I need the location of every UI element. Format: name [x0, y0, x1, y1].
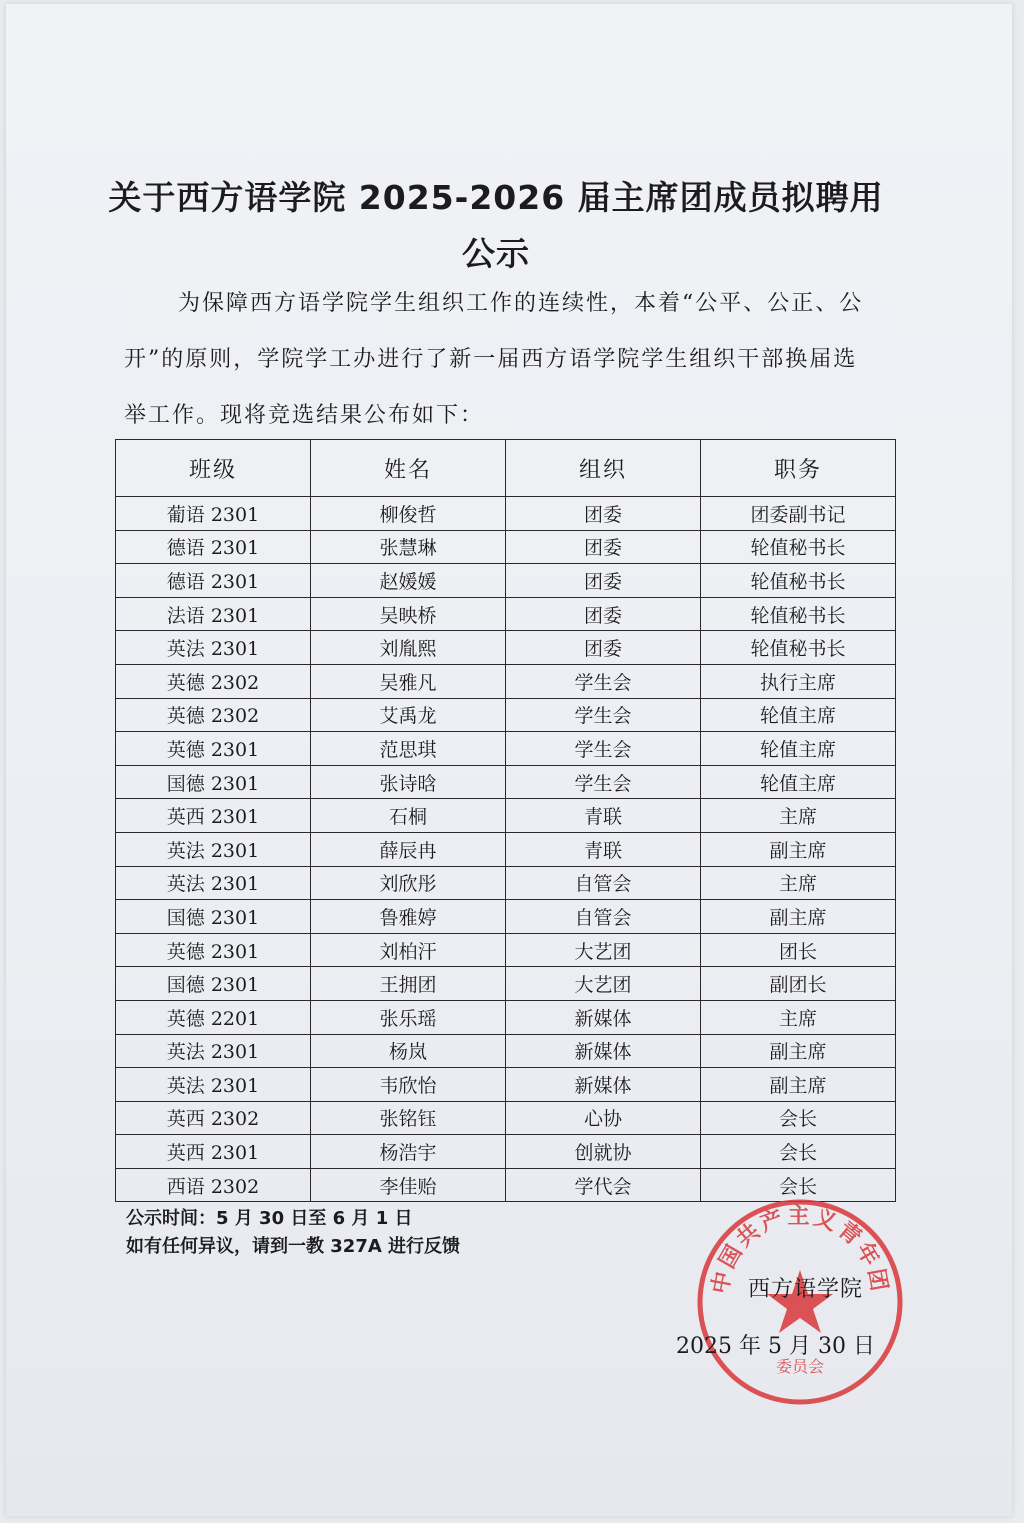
cell-organization: 自管会 — [506, 866, 701, 900]
table-body — [116, 497, 896, 1202]
cell-organization: 团委 — [506, 497, 701, 531]
cell-organization: 创就协 — [506, 1135, 701, 1169]
table-row — [116, 564, 896, 598]
cell-name: 艾禹龙 — [311, 698, 506, 732]
header-position: 职务 — [701, 440, 896, 497]
cell-name: 杨岚 — [311, 1034, 506, 1068]
cell-name: 韦欣怡 — [311, 1068, 506, 1102]
announcement-period: 公示时间：5 月 30 日至 6 月 1 日 — [126, 1208, 413, 1229]
cell-name: 刘胤熙 — [311, 631, 506, 665]
table-row — [116, 631, 896, 665]
cell-class: 英德 2301 — [116, 732, 311, 766]
cell-position: 轮值秘书长 — [701, 564, 896, 598]
cell-class: 英法 2301 — [116, 631, 311, 665]
cell-organization: 心协 — [506, 1101, 701, 1135]
table-row — [116, 832, 896, 866]
cell-name: 张诗晗 — [311, 765, 506, 799]
cell-class: 英法 2301 — [116, 1068, 311, 1102]
cell-name: 范思琪 — [311, 732, 506, 766]
cell-class: 英西 2302 — [116, 1101, 311, 1135]
svg-text:中国共产主义青年团: 中国共产主义青年团 — [708, 1204, 892, 1296]
signature-organization: 西方语学院 — [748, 1277, 864, 1302]
cell-organization: 青联 — [506, 832, 701, 866]
cell-position: 副主席 — [701, 1034, 896, 1068]
cell-organization: 青联 — [506, 799, 701, 833]
cell-organization: 学生会 — [506, 698, 701, 732]
title-line-2: 公示 — [462, 234, 530, 273]
cell-organization: 大艺团 — [506, 933, 701, 967]
cell-class: 国德 2301 — [116, 900, 311, 934]
cell-organization: 团委 — [506, 631, 701, 665]
cell-name: 柳俊哲 — [311, 497, 506, 531]
cell-name: 鲁雅婷 — [311, 900, 506, 934]
cell-organization: 团委 — [506, 530, 701, 564]
cell-position: 副主席 — [701, 900, 896, 934]
header-name: 姓名 — [311, 440, 506, 497]
document-sheet — [6, 4, 1012, 1516]
table-row — [116, 1034, 896, 1068]
cell-organization: 新媒体 — [506, 1034, 701, 1068]
cell-name: 赵媛媛 — [311, 564, 506, 598]
intro-paragraph: 为保障西方语学院学生组织工作的连续性，本着“公平、公正、公开”的原则，学院学工办进行了新一届西方语学院学生组织干部换届选举工作。现将竞选结果公布如下： — [124, 291, 864, 428]
cell-class: 西语 2302 — [116, 1168, 311, 1202]
cell-name: 李佳贻 — [311, 1168, 506, 1202]
cell-position: 主席 — [701, 866, 896, 900]
signature-date: 2025 年 5 月 30 日 — [676, 1334, 875, 1359]
cell-class: 英法 2301 — [116, 1034, 311, 1068]
cell-organization: 学生会 — [506, 765, 701, 799]
table-row — [116, 497, 896, 531]
cell-position: 团委副书记 — [701, 497, 896, 531]
cell-class: 德语 2301 — [116, 530, 311, 564]
cell-class: 英西 2301 — [116, 1135, 311, 1169]
table-row — [116, 1101, 896, 1135]
cell-class: 英德 2302 — [116, 698, 311, 732]
cell-class: 德语 2301 — [116, 564, 311, 598]
table-row — [116, 1135, 896, 1169]
header-class: 班级 — [116, 440, 311, 497]
table-row — [116, 967, 896, 1001]
cell-organization: 新媒体 — [506, 1068, 701, 1102]
cell-organization: 学生会 — [506, 732, 701, 766]
cell-class: 法语 2301 — [116, 597, 311, 631]
table-row — [116, 1068, 896, 1102]
cell-name: 薛辰冉 — [311, 832, 506, 866]
cell-position: 副主席 — [701, 832, 896, 866]
table-row — [116, 664, 896, 698]
cell-class: 国德 2301 — [116, 967, 311, 1001]
cell-name: 吴雅凡 — [311, 664, 506, 698]
table-row — [116, 530, 896, 564]
cell-position: 会长 — [701, 1135, 896, 1169]
cell-class: 英德 2301 — [116, 933, 311, 967]
cell-class: 英德 2201 — [116, 1000, 311, 1034]
table-row — [116, 732, 896, 766]
svg-text:委员会: 委员会 — [775, 1357, 825, 1376]
cell-organization: 大艺团 — [506, 967, 701, 1001]
table-header-row — [116, 440, 896, 497]
cell-name: 王拥团 — [311, 967, 506, 1001]
table-row — [116, 597, 896, 631]
header-organization: 组织 — [506, 440, 701, 497]
cell-name: 张乐瑶 — [311, 1000, 506, 1034]
cell-position: 轮值主席 — [701, 698, 896, 732]
cell-position: 轮值主席 — [701, 732, 896, 766]
cell-class: 葡语 2301 — [116, 497, 311, 531]
cell-position: 会长 — [701, 1168, 896, 1202]
cell-position: 轮值秘书长 — [701, 597, 896, 631]
title-line-1: 关于西方语学院 2025-2026 届主席团成员拟聘用 — [108, 178, 884, 217]
table-row — [116, 900, 896, 934]
cell-organization: 学代会 — [506, 1168, 701, 1202]
cell-organization: 自管会 — [506, 900, 701, 934]
cell-name: 杨浩宇 — [311, 1135, 506, 1169]
cell-position: 执行主席 — [701, 664, 896, 698]
cell-name: 张铭钰 — [311, 1101, 506, 1135]
cell-position: 副团长 — [701, 967, 896, 1001]
cell-class: 英法 2301 — [116, 832, 311, 866]
cell-position: 副主席 — [701, 1068, 896, 1102]
table-row — [116, 1000, 896, 1034]
cell-class: 国德 2301 — [116, 765, 311, 799]
cell-position: 会长 — [701, 1101, 896, 1135]
cell-position: 团长 — [701, 933, 896, 967]
table-row — [116, 866, 896, 900]
cell-name: 吴映桥 — [311, 597, 506, 631]
cell-name: 张慧琳 — [311, 530, 506, 564]
cell-organization: 团委 — [506, 597, 701, 631]
cell-position: 轮值秘书长 — [701, 530, 896, 564]
cell-organization: 团委 — [506, 564, 701, 598]
feedback-note: 如有任何异议，请到一教 327A 进行反馈 — [126, 1236, 461, 1257]
table-row — [116, 765, 896, 799]
roster-table — [115, 439, 896, 1202]
cell-class: 英德 2302 — [116, 664, 311, 698]
cell-organization: 新媒体 — [506, 1000, 701, 1034]
cell-position: 主席 — [701, 1000, 896, 1034]
table-row — [116, 933, 896, 967]
table-row — [116, 698, 896, 732]
table-row — [116, 799, 896, 833]
cell-position: 轮值主席 — [701, 765, 896, 799]
cell-name: 刘柏汗 — [311, 933, 506, 967]
cell-name: 刘欣彤 — [311, 866, 506, 900]
cell-position: 主席 — [701, 799, 896, 833]
cell-organization: 学生会 — [506, 664, 701, 698]
cell-class: 英西 2301 — [116, 799, 311, 833]
cell-position: 轮值秘书长 — [701, 631, 896, 665]
cell-class: 英法 2301 — [116, 866, 311, 900]
cell-name: 石桐 — [311, 799, 506, 833]
